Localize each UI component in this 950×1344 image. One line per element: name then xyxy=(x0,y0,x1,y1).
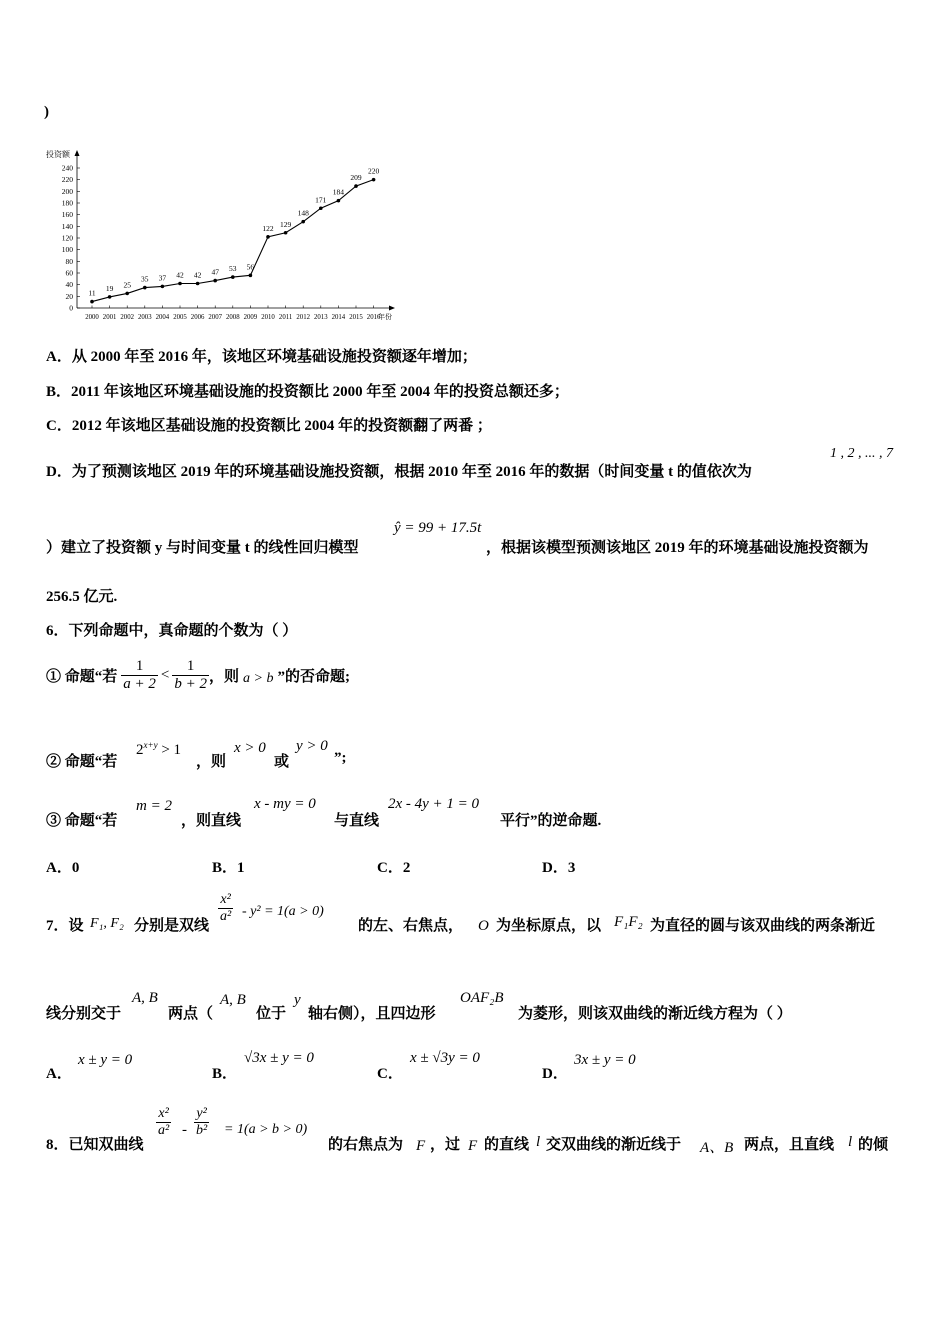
q6-p1-frac2-den: b + 2 xyxy=(174,675,207,692)
chart-y-tick-label: 20 xyxy=(65,291,73,301)
q8-frac2-den: b² xyxy=(196,1123,208,1138)
q5-d-regression-model: ŷ = 99 + 17.5t xyxy=(394,520,482,536)
chart-y-tick-label: 60 xyxy=(65,268,73,278)
q6-p2-base: 2 xyxy=(136,742,144,758)
chart-point xyxy=(266,235,270,239)
chart-y-tick-label: 240 xyxy=(61,163,73,173)
q8-points: A、B xyxy=(700,1140,734,1156)
chart-x-tick-label: 2002 xyxy=(120,314,134,321)
q6-option-d: D．3 xyxy=(542,860,576,876)
q8-mid3: 的直线 xyxy=(484,1137,530,1153)
q5-option-d-line1: D．为了预测该地区 2019 年的环境基础设施投资额，根据 2010 年至 2016 年的数据（时间变量 t 的值依次为 xyxy=(46,464,752,480)
investment-line-chart xyxy=(40,144,410,329)
q6-p2-mid2: 或 xyxy=(274,754,290,770)
q7-line-2 xyxy=(46,988,916,1024)
q7-l1-foci: F₁, F₂ xyxy=(90,916,124,931)
chart-data-label: 25 xyxy=(123,280,131,290)
chart-point xyxy=(143,286,147,290)
chart-point xyxy=(337,199,341,203)
chart-x-axis-label: 年份 xyxy=(378,313,392,321)
chart-y-tick-label: 40 xyxy=(65,280,73,290)
q7-l2-pre: 线分别交于 xyxy=(46,1006,122,1022)
q7-l1-equation: - y² = 1(a > 0) xyxy=(242,904,324,919)
q6-p2-mid1: ，则 xyxy=(196,754,227,770)
q8-equation: = 1(a > b > 0) xyxy=(224,1122,308,1137)
chart-x-tick-label: 2009 xyxy=(243,314,258,321)
q8-focus-1: F xyxy=(416,1138,426,1154)
q6-p2-math-3: y > 0 xyxy=(296,738,328,754)
q8-fraction-1 xyxy=(156,1106,171,1139)
chart-y-tick-label: 0 xyxy=(69,303,73,313)
q5-option-b: B．2011 年该地区环境基础设施的投资额比 2000 年至 2004 年的投资总额还多； xyxy=(46,384,569,400)
chart-data-label: 171 xyxy=(315,195,327,205)
dangling-paren: ) xyxy=(44,104,49,120)
chart-point xyxy=(231,275,235,279)
q7-l2-points: A, B xyxy=(132,990,158,1006)
q7-option-d-math: 3x ± y = 0 xyxy=(574,1052,636,1068)
q7-l1-mid1: 分别是双线 xyxy=(134,918,210,934)
chart-x-tick-label: 2016 xyxy=(366,314,381,321)
q8-mid1: 的右焦点为 xyxy=(328,1137,404,1153)
q7-l1-fraction xyxy=(218,892,233,925)
q8-frac2-num: y² xyxy=(196,1106,207,1121)
q7-option-c-label: C． xyxy=(377,1066,403,1082)
chart-x-tick-label: 2011 xyxy=(278,314,293,321)
q7-l2-quadrilateral: OAF₂B xyxy=(460,990,504,1006)
chart-point xyxy=(319,206,323,210)
q7-option-a-label: A． xyxy=(46,1066,72,1082)
q6-p1-lt: < xyxy=(160,666,170,683)
chart-y-arrow xyxy=(75,150,80,156)
q8-pre: 8．已知双曲线 xyxy=(46,1137,144,1153)
chart-data-label: 184 xyxy=(332,187,345,197)
q6-p2-math-2: x > 0 xyxy=(234,740,266,756)
q8-frac1-den: a² xyxy=(158,1123,170,1138)
chart-data-label: 209 xyxy=(350,173,362,183)
chart-y-tick-label: 220 xyxy=(61,175,73,185)
q6-option-b: B．1 xyxy=(212,860,245,876)
q6-p1-post: ”的否命题; xyxy=(277,668,350,685)
chart-data-label: 42 xyxy=(176,270,184,280)
q6-p1-fraction-2 xyxy=(172,658,209,693)
chart-data-label: 11 xyxy=(88,288,96,298)
q6-p2-post: ”; xyxy=(334,750,347,766)
q7-option-c-math: x ± √3y = 0 xyxy=(410,1050,480,1066)
q8-mid2: ，过 xyxy=(430,1137,461,1153)
q7-l2-mid3: 轴右侧），且四边形 xyxy=(308,1006,436,1022)
chart-data-label: 47 xyxy=(211,267,219,277)
q5-option-d-line2-post: ，根据该模型预测该地区 2019 年的环境基础设施投资额为 xyxy=(486,540,869,556)
chart-y-axis-label: 投资额 xyxy=(46,150,70,159)
q5-option-a: A．从 2000 年至 2016 年，该地区环境基础设施投资额逐年增加； xyxy=(46,349,477,365)
chart-data-label: 122 xyxy=(262,223,274,233)
q7-option-b-label: B． xyxy=(212,1066,238,1082)
chart-data-label: 37 xyxy=(158,273,167,283)
q6-p3-math-3: 2x - 4y + 1 = 0 xyxy=(388,796,480,812)
q8-line-l-1: l xyxy=(536,1134,541,1150)
q7-l1-origin: O xyxy=(478,918,489,934)
q6-p2-math-1 xyxy=(136,740,181,759)
q6-p3-math-1: m = 2 xyxy=(136,798,172,814)
q8-fraction-2 xyxy=(194,1106,209,1139)
q5-option-d-line2-pre: ）建立了投资额 y 与时间变量 t 的线性回归模型 xyxy=(46,540,359,556)
q6-option-c: C．2 xyxy=(377,860,411,876)
q6-p3-mid2: 与直线 xyxy=(334,813,380,829)
chart-point xyxy=(301,220,305,224)
q7-l2-y: y xyxy=(294,992,301,1008)
chart-point xyxy=(249,274,253,278)
q7-l1-frac-den: a² xyxy=(220,909,232,924)
q8-line-1 xyxy=(46,1106,926,1158)
chart-point xyxy=(161,285,165,289)
q7-l1-mid2: 的左、右焦点， xyxy=(358,918,464,934)
chart-x-tick-label: 2008 xyxy=(226,314,240,321)
q6-p3-pre: ③ 命题“若 xyxy=(46,813,118,829)
chart-y-tick-label: 180 xyxy=(61,198,73,208)
chart-x-tick-label: 2015 xyxy=(349,314,363,321)
q6-p2-rest: > 1 xyxy=(157,742,182,758)
chart-y-tick-label: 80 xyxy=(65,256,73,266)
q7-l1-post: 为直径的圆与该双曲线的两条渐近 xyxy=(650,918,876,934)
chart-data-label: 220 xyxy=(367,166,380,176)
q7-l1-mid3: 为坐标原点，以 xyxy=(496,918,602,934)
q7-l2-mid1: 两点（ xyxy=(168,1006,214,1022)
chart-y-tick-label: 120 xyxy=(61,233,73,243)
q6-p1-fraction-1 xyxy=(121,658,158,693)
chart-point xyxy=(90,300,94,304)
q7-l2-post: 为菱形，则该双曲线的渐近线方程为（ ） xyxy=(518,1006,792,1022)
q7-option-a-math: x ± y = 0 xyxy=(78,1052,133,1068)
q6-p3-math-2: x - my = 0 xyxy=(254,796,316,812)
chart-point xyxy=(108,295,112,299)
q6-p3-post: 平行”的逆命题. xyxy=(500,813,602,829)
chart-x-tick-label: 2005 xyxy=(173,314,187,321)
q7-l1-f1f2: F₁F₂ xyxy=(614,914,643,930)
chart-series-line xyxy=(92,180,374,302)
q6-p3-mid1: ，则直线 xyxy=(181,813,242,829)
q7-l2-mid2: 位于 xyxy=(256,1006,287,1022)
q6-p1-frac1-den: a + 2 xyxy=(123,675,156,692)
q7-l2-points-2: A, B xyxy=(220,992,246,1008)
chart-x-tick-label: 2006 xyxy=(190,314,205,321)
chart-x-tick-label: 2014 xyxy=(331,314,346,321)
q6-p2-exponent: x+y xyxy=(143,740,158,750)
q8-mid5: 两点，且直线 xyxy=(744,1137,835,1153)
q8-frac1-num: x² xyxy=(158,1106,169,1121)
chart-x-tick-label: 2010 xyxy=(261,314,275,321)
q6-stem: 6．下列命题中，真命题的个数为（ ） xyxy=(46,623,298,639)
q8-mid4: 交双曲线的渐近线于 xyxy=(546,1137,682,1153)
chart-data-label: 42 xyxy=(193,270,202,280)
chart-x-tick-label: 2001 xyxy=(102,314,117,321)
chart-x-tick-label: 2000 xyxy=(85,314,99,321)
chart-point xyxy=(213,279,217,283)
q6-p2-pre: ② 命题“若 xyxy=(46,754,118,770)
chart-x-tick-label: 2007 xyxy=(208,314,222,321)
chart-y-tick-label: 100 xyxy=(61,245,73,255)
q7-options xyxy=(46,1048,746,1082)
q7-option-b-math: √3x ± y = 0 xyxy=(244,1050,314,1066)
q7-option-d-label: D． xyxy=(542,1066,568,1082)
chart-data-label: 56 xyxy=(246,262,255,272)
q6-proposition-1 xyxy=(46,652,350,698)
q6-p1-mid: ，则 xyxy=(208,668,239,685)
chart-y-tick-label: 160 xyxy=(61,210,73,220)
q7-line-1 xyxy=(46,892,916,948)
q6-option-a: A．0 xyxy=(46,860,80,876)
q6-p1-frac1-num: 1 xyxy=(135,657,144,674)
q7-l1-frac-num: x² xyxy=(220,892,231,907)
chart-data-label: 148 xyxy=(297,208,309,218)
chart-y-tick-label: 200 xyxy=(61,186,73,196)
chart-x-tick-label: 2012 xyxy=(296,314,310,321)
q8-line-l-2: l xyxy=(848,1134,853,1150)
chart-x-arrow xyxy=(389,306,395,311)
q8-minus: - xyxy=(182,1122,187,1138)
chart-point xyxy=(372,178,376,182)
q5-option-d-line3: 256.5 亿元. xyxy=(46,589,118,605)
q5-option-c: C．2012 年该地区基础设施的投资额比 2004 年的投资额翻了两番 ； xyxy=(46,418,492,434)
chart-x-tick-label: 2004 xyxy=(155,314,170,321)
chart-point xyxy=(354,184,358,188)
chart-data-label: 129 xyxy=(279,219,292,229)
chart-point xyxy=(125,292,129,296)
q5-d-time-values: 1 , 2 , ... , 7 xyxy=(830,446,893,461)
chart-data-label: 35 xyxy=(141,274,149,284)
chart-point xyxy=(284,231,288,235)
q6-p1-pre: ① 命题“若 xyxy=(46,668,118,685)
chart-point xyxy=(178,282,182,286)
q8-post: 的倾 xyxy=(858,1137,889,1153)
chart-data-label: 19 xyxy=(105,283,114,293)
q6-p1-frac2-num: 1 xyxy=(186,657,195,674)
chart-point xyxy=(196,282,200,286)
q6-p1-math: a > b xyxy=(243,671,274,686)
chart-x-tick-label: 2013 xyxy=(314,314,328,321)
chart-y-tick-label: 140 xyxy=(61,221,73,231)
q8-focus-2: F xyxy=(468,1138,478,1154)
chart-data-label: 53 xyxy=(229,264,237,274)
chart-x-tick-label: 2003 xyxy=(138,314,152,321)
q7-l1-pre: 7．设 xyxy=(46,918,84,934)
